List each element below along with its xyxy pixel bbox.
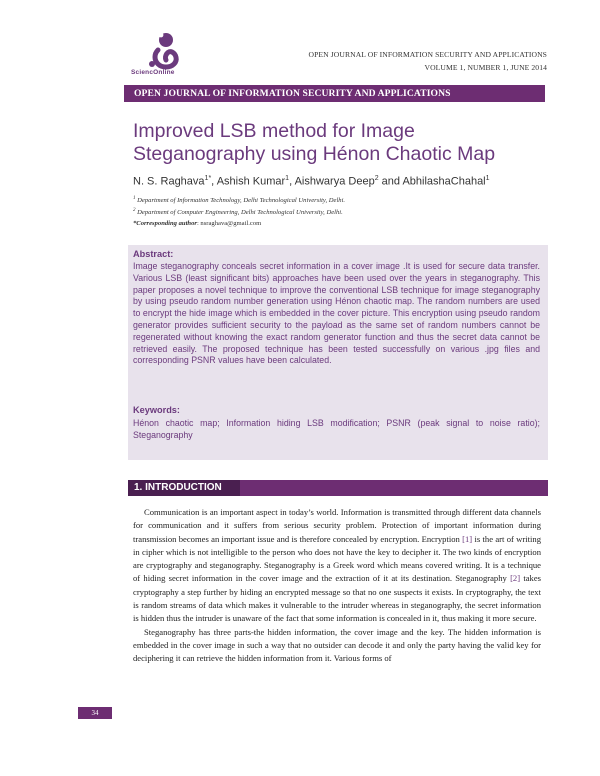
affiliation-text: Department of Computer Engineering, Delhi Technological University, Delhi. [137, 209, 343, 217]
affiliation-mark: 1 [133, 196, 136, 201]
paper-title [133, 120, 553, 166]
affiliation-mark: 2 [133, 208, 136, 213]
citation-link[interactable]: [2] [510, 573, 521, 584]
publisher-logo-text: SciencOnline [131, 69, 175, 76]
affiliation [133, 196, 345, 204]
author-name: Aishwarya Deep [294, 175, 375, 188]
keywords-text: Hénon chaotic map; Information hiding LSB modification; PSNR (peak signal to noise ratio); Steganography [133, 418, 540, 440]
author-name: Ashish Kumar [216, 175, 286, 188]
author-affil-mark: 1 [285, 175, 290, 182]
author-list [133, 175, 490, 188]
section-title: 1. INTRODUCTION [134, 482, 222, 493]
corresponding-author [133, 220, 261, 227]
abstract-heading: Abstract: [133, 249, 174, 259]
journal-banner: OPEN JOURNAL OF INFORMATION SECURITY AND APPLICATIONS [124, 85, 545, 102]
paragraph: Steganography has three parts-the hidden information, the cover image and the key. The hidden information is embedded in the cover image in such a way that no outsider can decode it and only the party having the valid key for deciphering it can retrieve the hidden information from it. Various forms of [133, 626, 541, 664]
affiliation [133, 208, 343, 216]
journal-volume: VOLUME 1, NUMBER 1, JUNE 2014 [424, 63, 547, 72]
page-number: 34 [78, 707, 112, 719]
author-name: AbhilashaChahal [402, 175, 486, 188]
journal-name: OPEN JOURNAL OF INFORMATION SECURITY AND APPLICATIONS [308, 50, 547, 59]
introduction-body [133, 506, 541, 666]
author-affil-mark: 2 [374, 175, 379, 182]
author-name: N. S. Raghava [133, 175, 205, 188]
paragraph-text: is the art of writing in cipher which is not intelligible to the person who does not have the key to decipher it. The two kinds of encryption are cryptography and steganography. Steganography is a Greek word which means covered writing. It is a technique of hiding secret information in the cover image and the extraction of it at its destination. Steganography [133, 533, 541, 584]
paper-title-line-2: Steganography using Hénon Chaotic Map [133, 143, 496, 165]
journal-header [309, 48, 547, 74]
corresponding-email: : nsraghava@gmail.com [196, 220, 262, 227]
paper-title-line-1: Improved LSB method for Image [133, 120, 415, 142]
citation-link[interactable]: [1] [462, 533, 473, 544]
author-separator: , [211, 175, 217, 188]
author-separator: , [289, 175, 295, 188]
abstract-text: Image steganography conceals secret information in a cover image .It is used for secure data transfer. Various LSB (least significant bits) approaches have been used over the years in steganography. This paper proposes a novel technique to improve the conventional LSB technique for image steganography by using pseudo random number generation using Hénon chaotic map. The random numbers are used to encrypt the hide image which is embedded in the cover picture. This encryption using pseudo random generator provides sufficient security to the payload as the same set of random numbers cannot be regenerated without knowing the exact random generator function and thus the secret data cannot be retrieved easily. The proposed technique has been tested successfully on various .jpg files and corresponding PSNR values have been calculated. [133, 261, 540, 366]
corresponding-label: *Corresponding author [133, 220, 197, 227]
paragraph-text: Communication is an important aspect in today’s world. Information is transmitted through different data channels for communication and it suffers from serious security problem. Protection of important information during transmission becomes an important issue and is therefore concealed by encryption. Encryption [133, 507, 541, 544]
author-affil-mark: 1* [204, 175, 212, 182]
paragraph-text: takes cryptography a step further by hiding an encrypted message so that no one suspects it exists. In cryptography, the text is random streams of data which makes it vulnerable to the intruder whereas in steganography, the secret information is hidden thus the intruder is unaware of the fact that some information is concealed in it, thus making it more secure. [133, 573, 541, 624]
paragraph [133, 506, 541, 626]
author-affil-mark: 1 [485, 175, 490, 182]
affiliation-text: Department of Information Technology, Delhi Technological University, Delhi. [137, 197, 346, 205]
author-separator: and [378, 175, 403, 188]
keywords-heading: Keywords: [133, 405, 180, 415]
